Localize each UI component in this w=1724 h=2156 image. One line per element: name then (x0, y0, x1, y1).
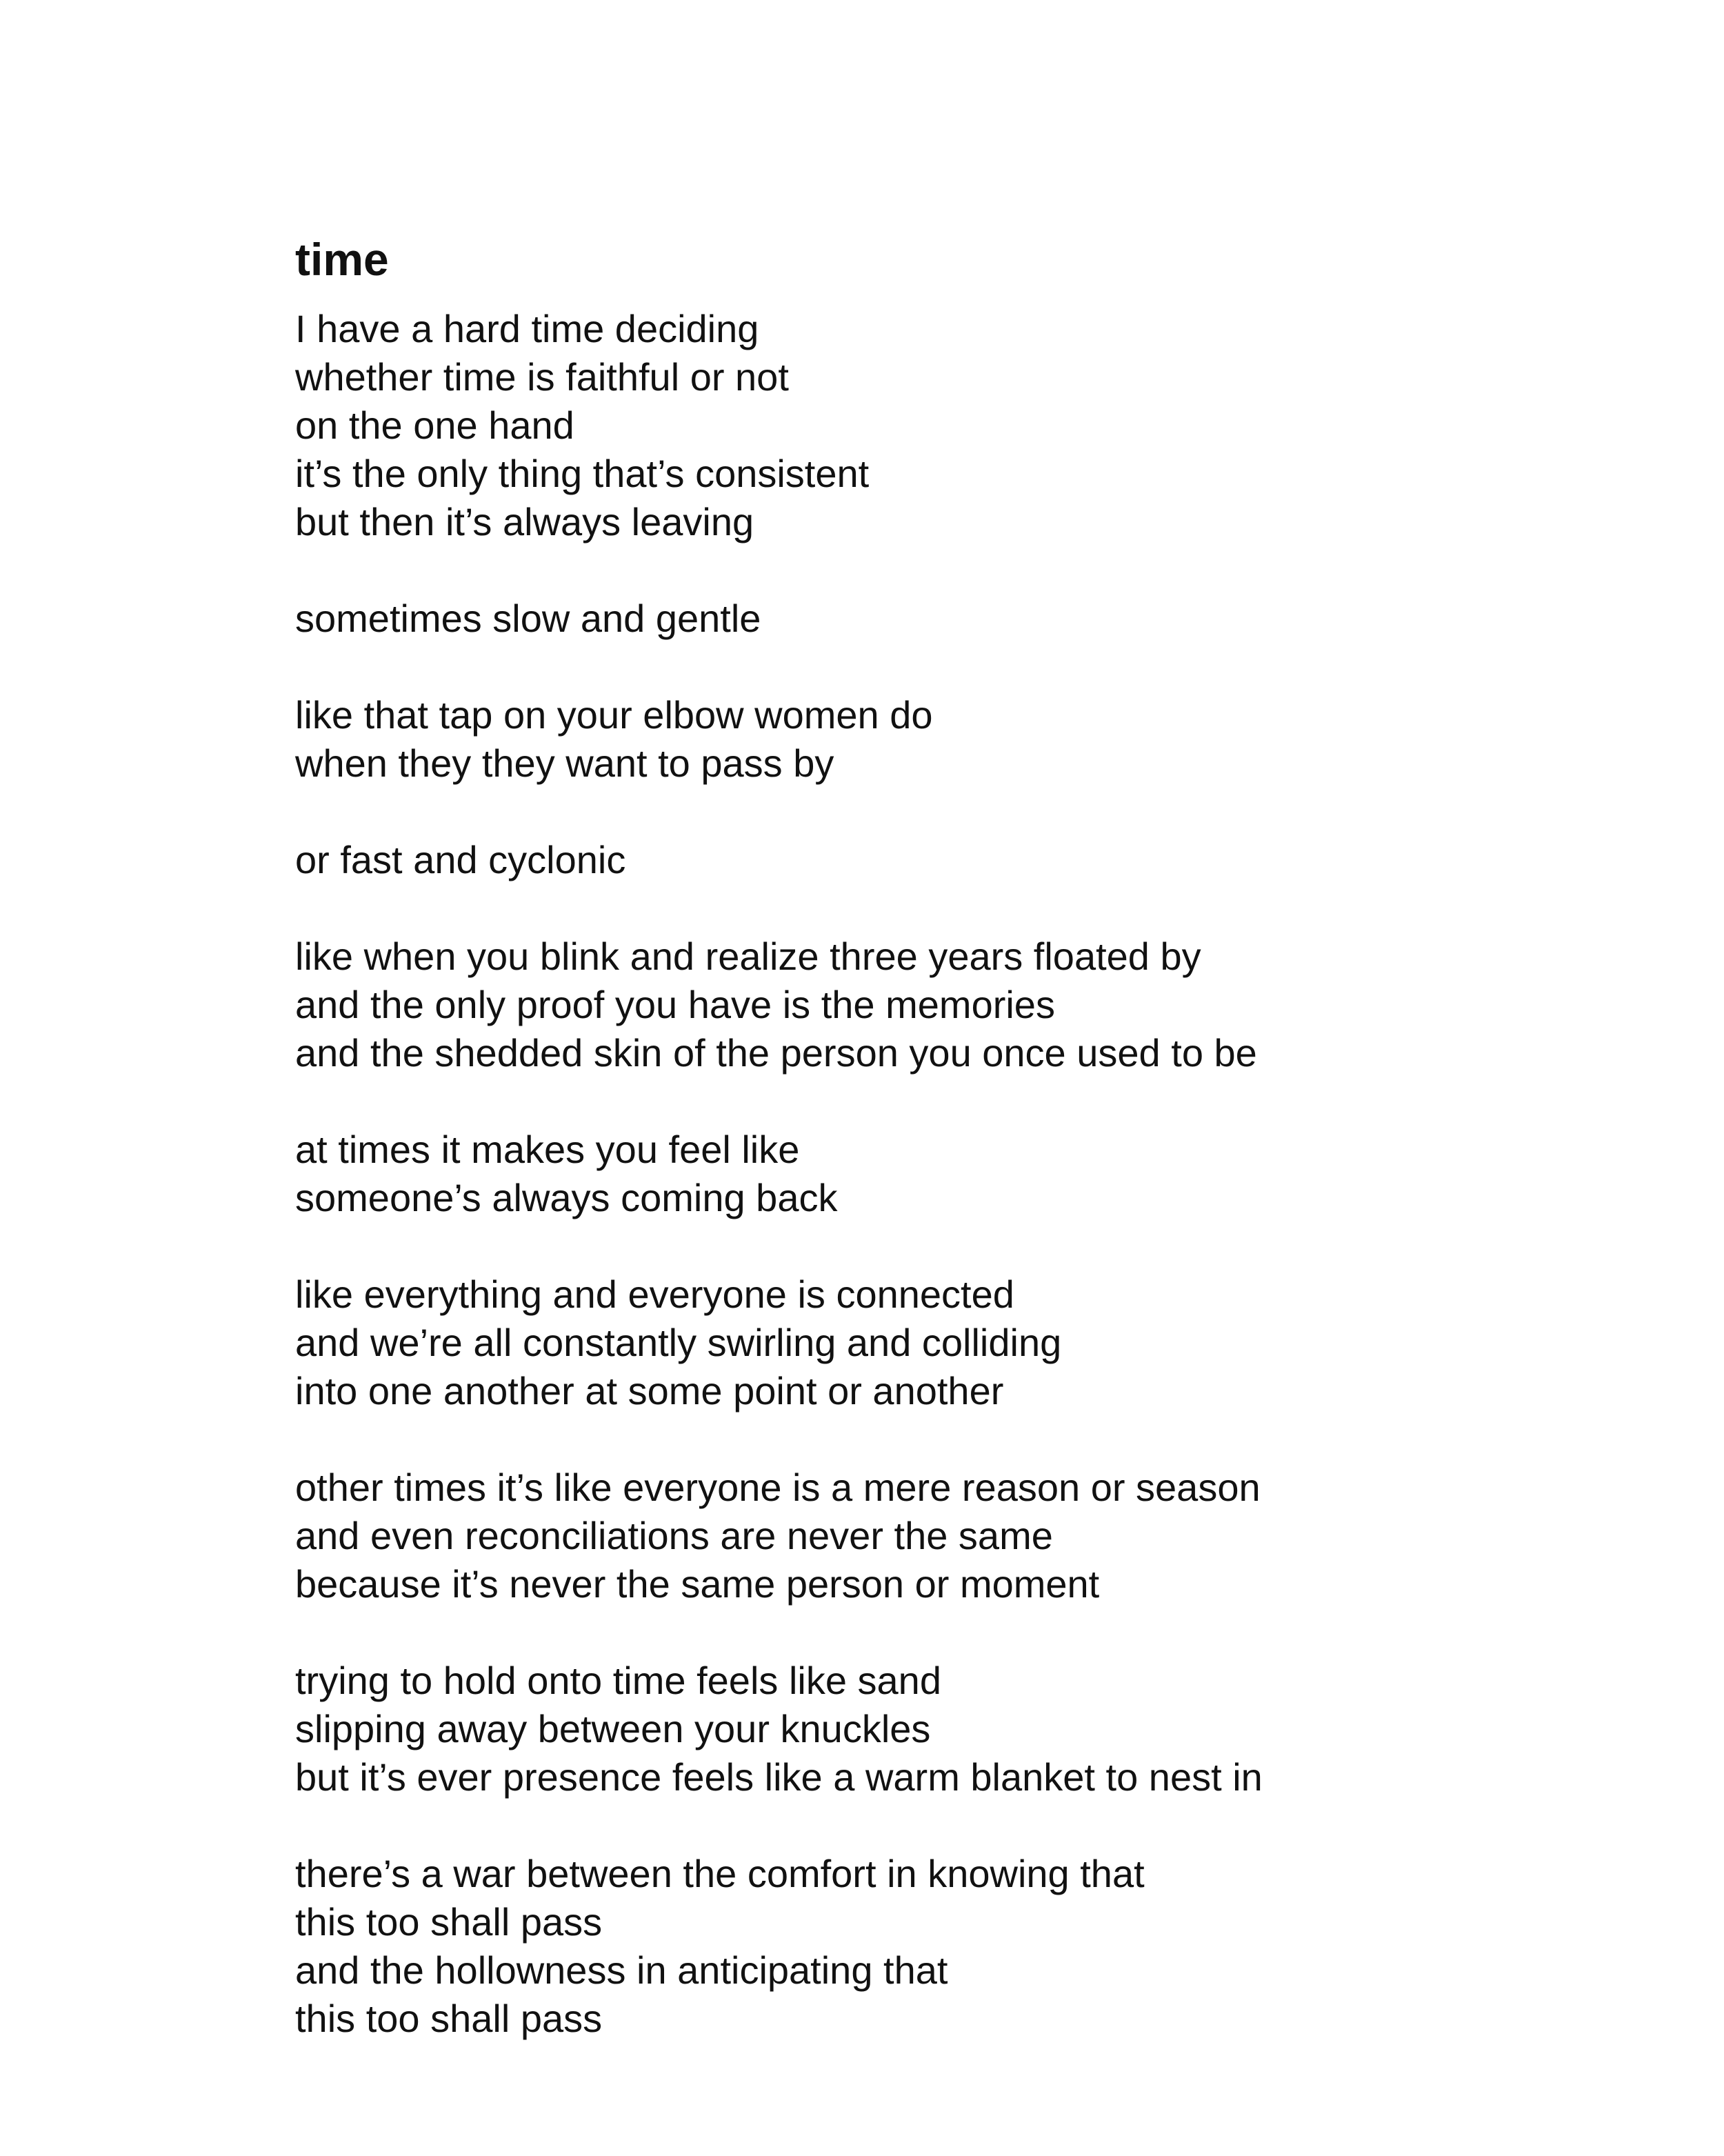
poem-line: because it’s never the same person or moment (295, 1562, 1100, 1606)
poem-title: time (295, 234, 389, 285)
poem-line: when they they want to pass by (295, 741, 834, 785)
poem-line: like when you blink and realize three years floated by (295, 935, 1201, 978)
stanza (295, 836, 1605, 884)
poem-line: other times it’s like everyone is a mere reason or season (295, 1466, 1261, 1509)
poem-line: and the hollowness in anticipating that (295, 1948, 948, 1992)
poem-line: trying to hold onto time feels like sand (295, 1659, 941, 1702)
poem-line: sometimes slow and gentle (295, 597, 761, 640)
poem-line: or fast and cyclonic (295, 838, 626, 881)
poem-line: into one another at some point or another (295, 1369, 1004, 1413)
stanza (295, 595, 1605, 643)
stanza (295, 1850, 1605, 2043)
poem-line: this too shall pass (295, 1900, 603, 1944)
poem-line: at times it makes you feel like (295, 1128, 800, 1171)
poem-line: whether time is faithful or not (295, 355, 789, 399)
stanza (295, 932, 1605, 1077)
poem-line: I have a hard time deciding (295, 307, 759, 350)
poem-body (295, 305, 1605, 2043)
poem-line: this too shall pass (295, 1997, 603, 2040)
stanza (295, 1270, 1605, 1415)
stanza (295, 305, 1605, 546)
poem-line: and the shedded skin of the person you once used to be (295, 1031, 1257, 1075)
poem-line: slipping away between your knuckles (295, 1707, 931, 1750)
poem-line: and the only proof you have is the memories (295, 983, 1055, 1026)
poem-line: and we’re all constantly swirling and colliding (295, 1321, 1062, 1364)
stanza (295, 691, 1605, 788)
poem-line: like everything and everyone is connected (295, 1272, 1014, 1316)
poem-line: on the one hand (295, 403, 574, 447)
poem-line: but then it’s always leaving (295, 500, 754, 543)
stanza (295, 1464, 1605, 1608)
poem-line: and even reconciliations are never the same (295, 1514, 1053, 1557)
stanza (295, 1126, 1605, 1222)
poem (295, 228, 1605, 2091)
poem-line: but it’s ever presence feels like a warm blanket to nest in (295, 1755, 1263, 1799)
stanza (295, 1657, 1605, 1801)
poem-line: like that tap on your elbow women do (295, 693, 933, 737)
poem-line: there’s a war between the comfort in knowing that (295, 1852, 1145, 1895)
poem-line: it’s the only thing that’s consistent (295, 452, 870, 495)
poem-line: someone’s always coming back (295, 1176, 838, 1219)
